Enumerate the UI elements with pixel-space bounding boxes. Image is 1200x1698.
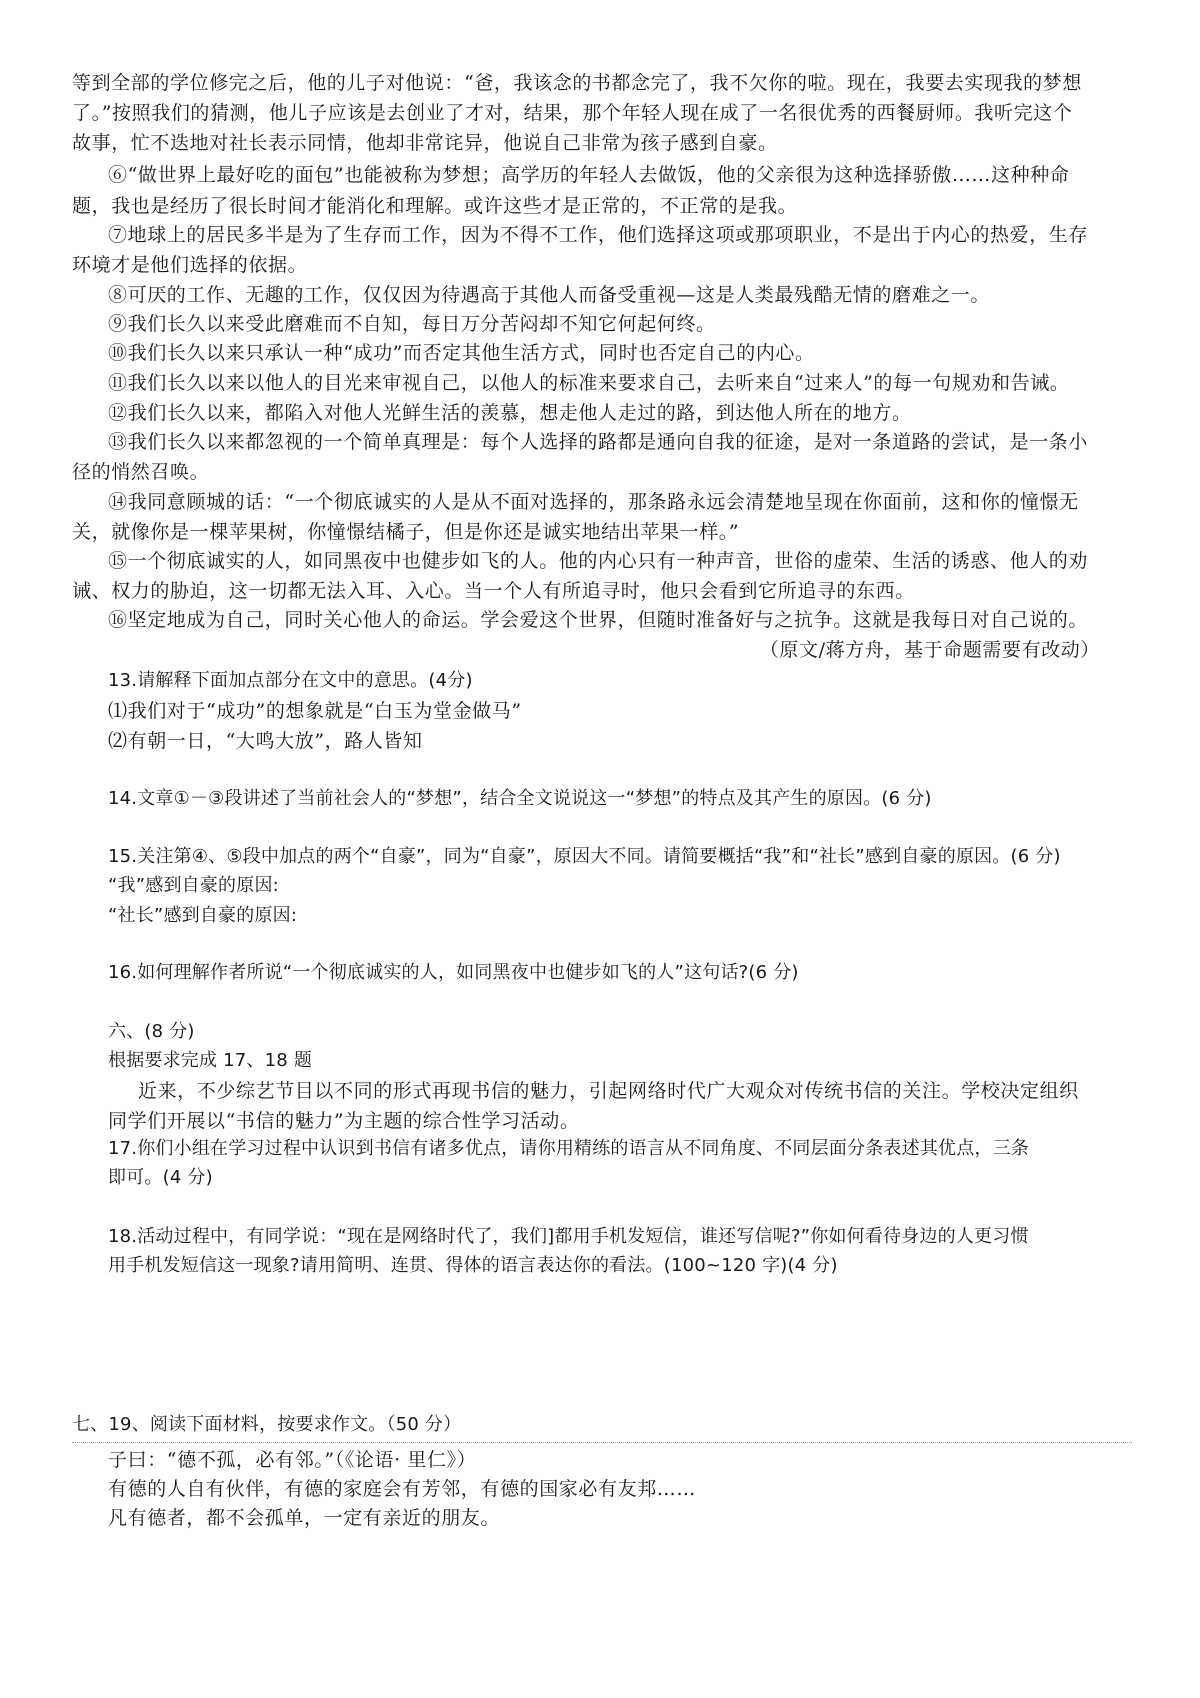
paragraph-7-line: 环境才是他们选择的依据。 <box>72 254 308 276</box>
paragraph-13-line: 径的悄然召唤。 <box>72 461 210 483</box>
question-13-item-2: ⑵有朝一日，“大鸣大放”，路人皆知 <box>108 730 423 752</box>
question-17-line: 17.你们小组在学习过程中认识到书信有诸多优点，请你用精练的语言从不同角度、不同层面分条表述其优点，三条 <box>108 1138 1030 1159</box>
section-7-header: 七、19、阅读下面材料，按要求作文。（50 分） <box>72 1414 462 1435</box>
section-6-material-line: 近来，不少综艺节目以不同的形式再现书信的魅力，引起网络时代广大观众对传统书信的关注。学校决定组织 <box>138 1080 1079 1102</box>
paragraph-14-line: 关，就像你是一棵苹果树，你憧憬结橘子，但是你还是诚实地结出苹果一样。” <box>72 521 740 543</box>
question-16: 16.如何理解作者所说“一个彻底诚实的人，如同黑夜中也健步如飞的人”这句话?(6 分) <box>108 962 799 983</box>
paragraph-7-line: ⑦地球上的居民多半是为了生存而工作，因为不得不工作，他们选择这项或那项职业，不是出于内心的热爱，生存 <box>108 224 1089 246</box>
question-15-answer-label-president: “社长”感到自豪的原因: <box>108 905 298 926</box>
question-14: 14.文章①－③段讲述了当前社会人的“梦想”，结合全文说说这一“梦想”的特点及其产生的原因。(6 分) <box>108 788 932 809</box>
section-6-material-line: 同学们开展以“书信的魅力”为主题的综合性学习活动。 <box>108 1110 580 1132</box>
paragraph-8: ⑧可厌的工作、无趣的工作，仅仅因为待遇高于其他人而备受重视—这是人类最残酷无情的磨难之一。 <box>108 284 991 306</box>
paragraph-16: ⑯坚定地成为自己，同时关心他人的命运。学会爱这个世界，但随时准备好与之抗争。这就是我每日对自己说的。 <box>108 609 1089 631</box>
paragraph-14-line: ⑭我同意顾城的话：“一个彻底诚实的人是从不面对选择的，那条路永远会清楚地呈现在你面前，这和你的憧憬无 <box>108 491 1079 513</box>
essay-material-line: 凡有德者，都不会孤单，一定有亲近的朋友。 <box>108 1507 501 1529</box>
essay-material-line: 有德的人自有伙伴，有德的家庭会有芳邻，有德的国家必有友邦…… <box>108 1478 697 1500</box>
question-13: 13.请解释下面加点部分在文中的意思。(4分) <box>108 670 473 691</box>
paragraph-6-line: ⑥“做世界上最好吃的面包”也能被称为梦想；高学历的年轻人去做饭，他的父亲很为这种选择骄傲……这种种命 <box>108 164 1070 186</box>
question-15-answer-label-me: “我”感到自豪的原因: <box>108 875 279 896</box>
paragraph-6-line: 题，我也是经历了很长时间才能消化和理解。或许这些才是正常的，不正常的是我。 <box>72 195 798 217</box>
question-15: 15.关注第④、⑤段中加点的两个“自豪”，同为“自豪”，原因大不同。请简要概括“我”和“社长”感到自豪的原因。(6 分) <box>108 846 1061 867</box>
source-note: （原文/蒋方舟，基于命题需要有改动） <box>759 639 1100 661</box>
divider <box>72 1442 1132 1443</box>
question-17-line: 即可。(4 分) <box>108 1167 213 1188</box>
question-18-line: 用手机发短信这一现象?请用简明、连贯、得体的语言表达你的看法。(100~120 字)(4 分) <box>108 1255 838 1276</box>
section-6-header: 六、(8 分) <box>108 1021 195 1042</box>
paragraph-5-line: 故事，忙不迭地对社长表示同情，他却非常诧异，他说自己非常为孩子感到自豪。 <box>72 132 778 154</box>
essay-material-line: 子曰：“德不孤，必有邻。”（《论语· 里仁》） <box>108 1449 477 1471</box>
paragraph-5-line: 了。”按照我们的猜测，他儿子应该是去创业了才对，结果，那个年轻人现在成了一名很优秀的西餐厨师。我听完这个 <box>72 102 1073 124</box>
question-13-item-1: ⑴我们对于“成功”的想象就是“白玉为堂金做马” <box>108 700 522 722</box>
paragraph-13-line: ⑬我们长久以来都忽视的一个简单真理是：每个人选择的路都是通向自我的征途，是对一条道路的尝试，是一条小 <box>108 431 1089 453</box>
paragraph-15-line: 诫、权力的胁迫，这一切都无法入耳、入心。当一个人有所追寻时，他只会看到它所追寻的东西。 <box>72 580 915 602</box>
paragraph-10: ⑩我们长久以来只承认一种“成功”而否定其他生活方式，同时也否定自己的内心。 <box>108 342 815 364</box>
question-18-line: 18.活动过程中，有同学说：“现在是网络时代了，我们]都用手机发短信，谁还写信呢?”你如何看待身边的人更习惯 <box>108 1226 1029 1247</box>
paragraph-5-line: 等到全部的学位修完之后，他的儿子对他说：“爸，我该念的书都念完了，我不欠你的啦。现在，我要去实现我的梦想 <box>72 72 1082 94</box>
paragraph-11: ⑪我们长久以来以他人的目光来审视自己，以他人的标准来要求自己，去听来自“过来人”的每一句规劝和告诫。 <box>108 372 1070 394</box>
paragraph-9: ⑨我们长久以来受此磨难而不自知，每日万分苦闷却不知它何起何终。 <box>108 313 716 335</box>
paragraph-15-line: ⑮一个彻底诚实的人，如同黑夜中也健步如飞的人。他的内心只有一种声音，世俗的虚荣、生活的诱惑、他人的劝 <box>108 550 1089 572</box>
paragraph-12: ⑫我们长久以来，都陷入对他人光鲜生活的羡慕，想走他人走过的路，到达他人所在的地方。 <box>108 402 912 424</box>
section-6-intro: 根据要求完成 17、18 题 <box>108 1050 313 1071</box>
